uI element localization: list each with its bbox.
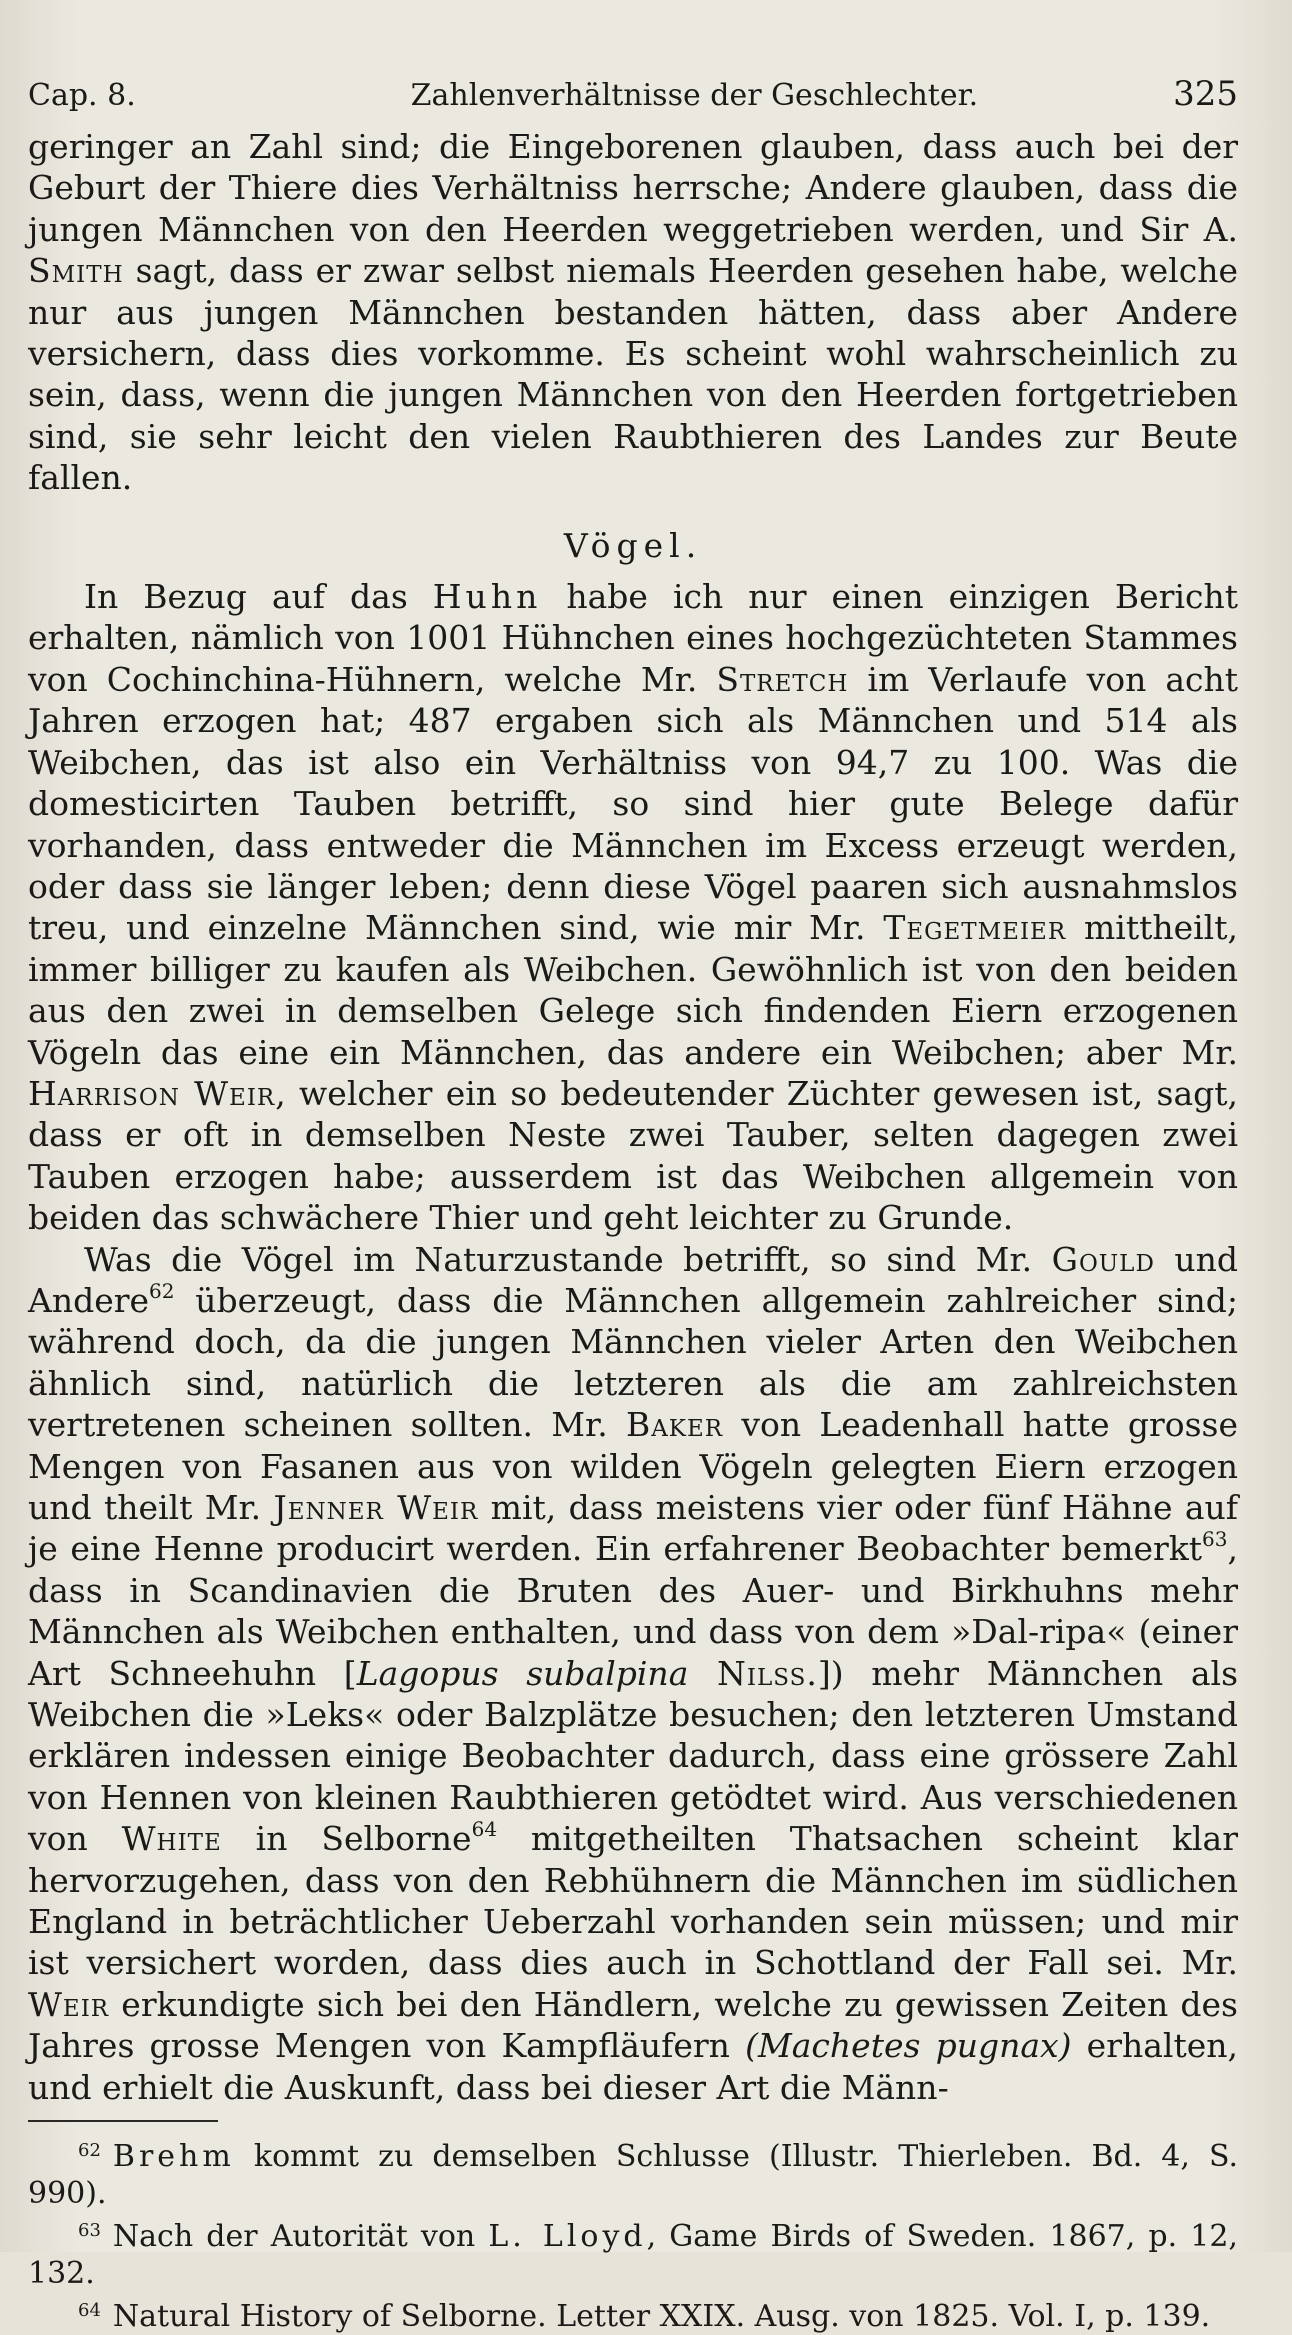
footnote-62: $^{62}$ Brehm kommt zu demselben Schlusse (Illustr. Thierleben. Bd. 4, S. 990).: [28, 2139, 1238, 2212]
name-stretch: Stretch: [716, 659, 849, 699]
name-harrison-weir: Harrison Weir: [28, 1073, 276, 1113]
author-nilss: Nilss.: [688, 1653, 818, 1693]
name-white: White: [121, 1819, 222, 1859]
name-baker: Baker: [625, 1405, 724, 1445]
footnote-ref-62[interactable]: 62: [149, 1278, 175, 1303]
running-title: Zahlenverhältnisse der Geschlechter.: [410, 78, 979, 113]
name-weir: Weir: [28, 1984, 110, 2024]
paragraph-domestic-birds: In Bezug auf das Huhn habe ich nur einen einzigen Bericht erhalten, nämlich von 1001 Hühnchen eines hochgezüchteten Stammes von Cochinchina-Hühnern, welche Mr. Stretch im Verlaufe von acht Jahren erzogen hat; 487 ergaben sich als Männchen und 514 als Weibchen, das ist also ein Verhältniss von 94,7 zu 100. Was die domesticirten Tauben betrifft, so sind hier gute Belege dafür vorhanden, dass entweder die Männchen im Excess erzeugt werden, oder dass sie länger leben; denn diese Vögel paaren sich ausnahmslos treu, und einzelne Männchen sind, wie mir Mr. Tegetmeier mittheilt, immer billiger zu kaufen als Weibchen. Gewöhnlich ist von den beiden aus den zwei in demselben Gelege sich findenden Eiern erzogenen Vögeln das eine ein Männchen, das andere ein Weibchen; aber Mr. Harrison Weir, welcher ein so bedeutender Züchter gewesen ist, sagt, dass er oft in demselben Neste zwei Tauber, selten dagegen zwei Tauben erzogen habe; ausserdem ist das Weibchen allgemein von beiden das schwächere Thier und geht leichter zu Grunde.: [28, 577, 1239, 1238]
name-smith: Smith: [28, 251, 124, 291]
footnotes: [28, 2132, 1238, 2335]
footnote-ref-63[interactable]: 63: [1202, 1527, 1228, 1552]
footnote-divider: [28, 2120, 218, 2122]
species-lagopus: Lagopus subalpina: [356, 1653, 689, 1693]
species-machetes: (Machetes pugnax): [745, 2026, 1072, 2066]
name-jenner-weir: Jenner Weir: [273, 1488, 479, 1527]
footnote-64: $^{64}$ Natural History of Selborne. Letter XXIX. Ausg. von 1825. Vol. I, p. 139.: [78, 2299, 1211, 2335]
page-number: 325: [1173, 74, 1238, 114]
chapter-label: Cap. 8.: [28, 78, 136, 113]
paragraph-wild-birds: Was die Vögel im Naturzustande betrifft, so sind Mr. Gould und Andere$^{62}$ überzeugt, dass die Männchen allgemein zahlreicher sind; während doch, da die jungen Männchen vieler Arten den Weibchen ähnlich sind, natürlich die letzteren als die am zahlreichsten vertretenen scheinen sollten. Mr. Baker von Leadenhall hatte grosse Mengen von Fasanen aus von wilden Vögeln gelegten Eiern erzogen und theilt Mr. Jenner Weir mit, dass meistens vier oder fünf Hähne auf je eine Henne producirt werden. Ein erfahrener Beobachter bemerkt$^{63}$, dass in Scandinavien die Bruten des Auer- und Birkhuhns mehr Männchen als Weibchen enthalten, und dass von dem »Dal-ripa« (einer Art Schneehuhn [Lagopus subalpina Nilss.]) mehr Männchen als Weibchen die »Leks« oder Balzplätze besuchen; den letzteren Umstand erklären indessen einige Beobachter dadurch, dass eine grössere Zahl von Hennen von kleinen Raubthieren getödtet wird. Aus verschiedenen von White in Selborne$^{64}$ mitgetheilten Thatsachen scheint klar hervorzugehen, dass von den Rebhühnern die Männchen im südlichen England in beträchtlicher Ueberzahl vorhanden sein müssen; und mir ist versichert worden, dass dies auch in Schottland der Fall sei. Mr. Weir erkundigte sich bei den Händlern, welche zu gewissen Zeiten des Jahres grosse Mengen von Kampfläufern (Machetes pugnax) erhalten, und erhielt die Auskunft, dass bei dieser Art die Männ-: [28, 1239, 1239, 2107]
paragraph-mammals-end: geringer an Zahl sind; die Eingeborenen glauben, dass auch bei der Geburt der Thiere dies Verhältniss herrsche; Andere glauben, dass die jungen Männchen von den Heerden weggetrieben werden, und Sir A. Smith sagt, dass er zwar selbst niemals Heerden gesehen habe, welche nur aus jungen Männchen bestanden hätten, dass aber Andere versichern, dass dies vorkomme. Es scheint wohl wahrscheinlich zu sein, dass, wenn die jungen Männchen von den Heerden fortgetrieben sind, sie sehr leicht den vielen Raubthieren des Landes zur Beute fallen.: [28, 127, 1238, 498]
name-tegetmeier: Tegetmeier: [883, 908, 1067, 948]
name-gould: Gould: [1051, 1239, 1155, 1279]
term-huhn: Huhn: [432, 577, 542, 617]
footnote-63: $^{63}$ Nach der Autorität von L. Lloyd, Game Birds of Sweden. 1867, p. 12, 132.: [28, 2219, 1238, 2292]
running-header: [28, 60, 1238, 116]
section-heading-birds: Vögel.: [563, 525, 703, 565]
footnote-ref-64[interactable]: 64: [471, 1817, 498, 1842]
body-text: [28, 126, 1238, 2108]
